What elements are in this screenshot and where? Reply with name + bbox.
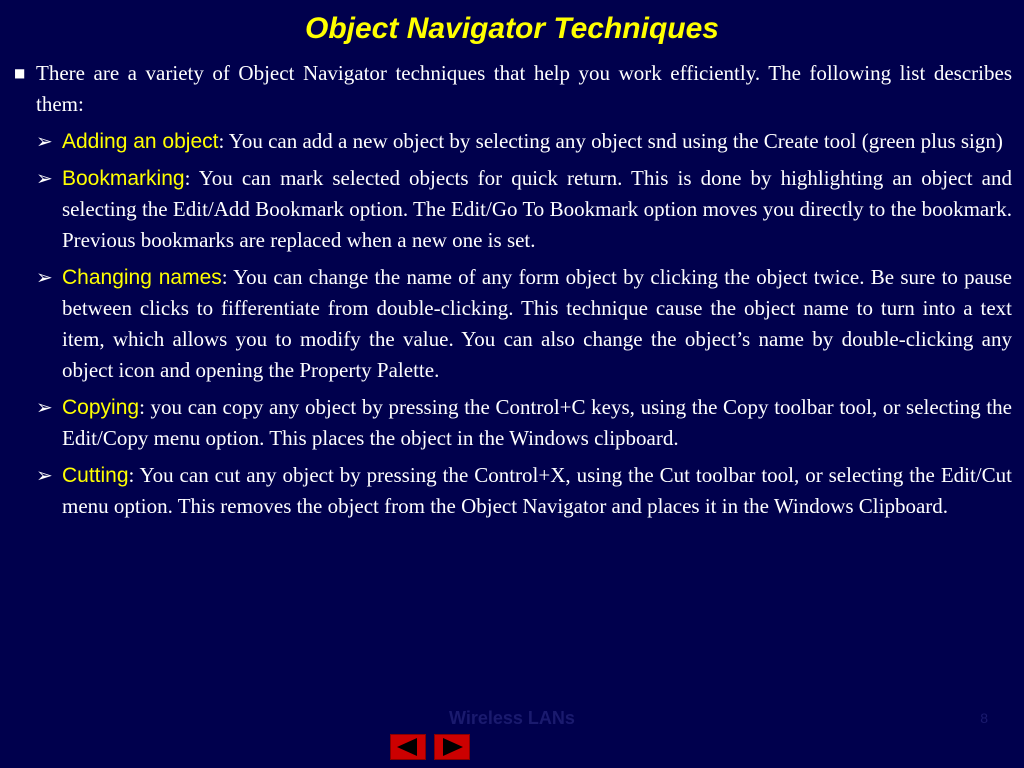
item-text: : You can add a new object by selecting any object snd using the Create tool (green plus sign) <box>218 129 1003 153</box>
arrow-left-icon <box>391 735 425 759</box>
item-term: Adding an object <box>62 130 219 153</box>
footer-label: Wireless LANs <box>449 708 575 728</box>
arrow-bullet-icon: ➢ <box>36 463 53 487</box>
arrow-bullet-icon: ➢ <box>36 129 53 153</box>
item-text: : you can copy any object by pressing the Control+C keys, using the Copy toolbar tool, or selecting the Edit/Copy menu option. This places the object in the Windows clipboard. <box>62 395 1012 450</box>
item-text: : You can cut any object by pressing the Control+X, using the Cut toolbar tool, or selecting the Edit/Cut menu option. This removes the object from the Object Navigator and places it in the Windows Clipboard. <box>62 463 1012 518</box>
arrow-bullet-icon: ➢ <box>36 166 53 190</box>
page-number: 8 <box>980 710 988 726</box>
next-slide-button[interactable] <box>434 734 470 760</box>
item-term: Bookmarking <box>62 167 185 190</box>
arrow-bullet-icon: ➢ <box>36 395 53 419</box>
item-term: Copying <box>62 396 140 419</box>
arrow-right-icon <box>435 735 469 759</box>
arrow-bullet-icon: ➢ <box>36 265 53 289</box>
square-bullet-icon: ■ <box>14 66 26 80</box>
list-item-copying <box>14 392 1012 454</box>
item-term: Changing names <box>62 266 222 289</box>
previous-slide-button[interactable] <box>390 734 426 760</box>
item-text: : You can change the name of any form object by clicking the object twice. Be sure to pause between clicks to fifferentiate from double-clicking. This technique cause the object name to turn into a text item, which allows you to modify the value. You can also change the object’s name by double-clicking any object icon and opening the Property Palette. <box>62 265 1012 382</box>
intro-paragraph <box>14 58 1012 120</box>
list-item-changing-names <box>14 262 1012 386</box>
list-item-adding-object <box>14 126 1012 157</box>
slide-content <box>14 58 1012 522</box>
list-item-bookmarking <box>14 163 1012 256</box>
item-text: : You can mark selected objects for quick return. This is done by highlighting an object and selecting the Edit/Add Bookmark option. The Edit/Go To Bookmark option moves you directly to the bookmark. Previous bookmarks are replaced when a new one is set. <box>62 166 1012 252</box>
item-term: Cutting <box>62 464 129 487</box>
list-item-cutting <box>14 460 1012 522</box>
slide-title: Object Navigator Techniques <box>305 12 719 45</box>
intro-text: There are a variety of Object Navigator techniques that help you work efficiently. The following list describes them: <box>36 61 1012 116</box>
